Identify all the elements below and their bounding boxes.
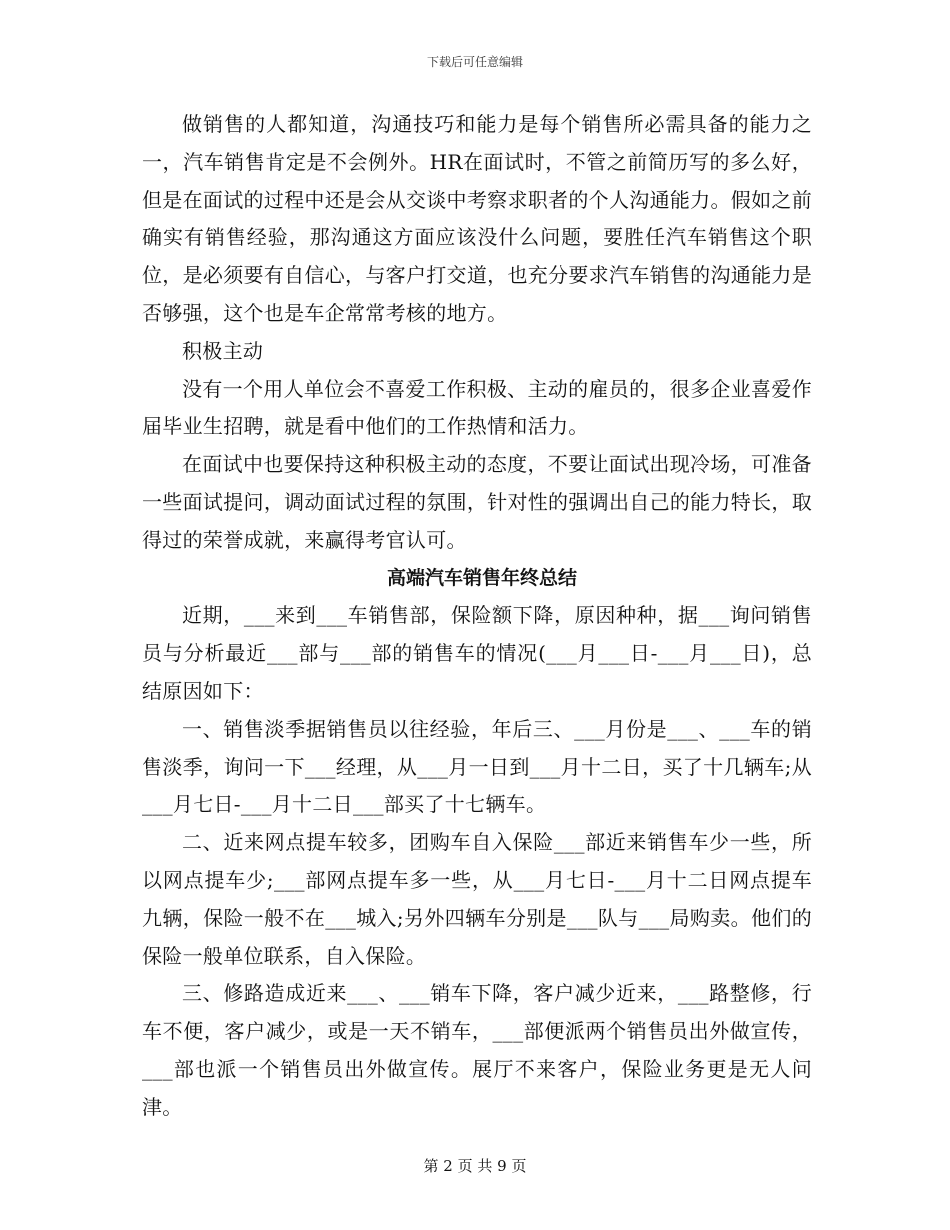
summary-paragraph: 一、销售淡季据销售员以往经验，年后三、___月份是___、___车的销售淡季，询问一下___经理，从___月一日到___月十二日，买了十几辆车;从___月七日-___月十二日___部买了十七辆车。 bbox=[142, 716, 812, 817]
document-body bbox=[142, 106, 812, 1127]
summary-paragraph: 近期，___来到___车销售部，保险额下降，原因种种，据___询问销售员与分析最近___部与___部的销售车的情况(___月___日-___月___日)，总结原因如下： bbox=[142, 603, 812, 703]
subheading-proactive: 积极主动 bbox=[182, 338, 264, 363]
body-paragraph: 做销售的人都知道，沟通技巧和能力是每个销售所必需具备的能力之一，汽车销售肯定是不会例外。HR在面试时，不管之前简历写的多么好，但是在面试的过程中还是会从交谈中考察求职者的个人沟通能力。假如之前确实有销售经验，那沟通这方面应该没什么问题，要胜任汽车销售这个职位，是必须要有自信心，与客户打交道，也充分要求汽车销售的沟通能力是否够强，这个也是车企常常考核的地方。 bbox=[142, 112, 812, 325]
body-paragraph: 没有一个用人单位会不喜爱工作积极、主动的雇员的，很多企业喜爱作届毕业生招聘，就是看中他们的工作热情和活力。 bbox=[142, 376, 812, 439]
page-number: 第 2 页 共 9 页 bbox=[423, 1157, 527, 1175]
section-title: 高端汽车销售年终总结 bbox=[386, 566, 577, 589]
summary-paragraph: 三、修路造成近来___、___销车下降，客户减少近来，___路整修，行车不便，客户减少，或是一天不销车，___部便派两个销售员出外做宣传，___部也派一个销售员出外做宣传。展厅不来客户，保险业务更是无人问津。 bbox=[142, 981, 812, 1119]
page-header-note: 下载后可任意编辑 bbox=[426, 55, 523, 69]
summary-paragraph: 二、近来网点提车较多，团购车自入保险___部近来销售车少一些，所以网点提车少;___部网点提车多一些，从___月七日-___月十二日网点提车九辆，保险一般不在___城入;另外四辆车分别是___队与___局购卖。他们的保险一般单位联系，自入保险。 bbox=[142, 830, 812, 968]
body-paragraph: 在面试中也要保持这种积极主动的态度，不要让面试出现冷场，可准备一些面试提问，调动面试过程的氛围，针对性的强调出自己的能力特长，取得过的荣誉成就，来赢得考官认可。 bbox=[142, 452, 812, 552]
